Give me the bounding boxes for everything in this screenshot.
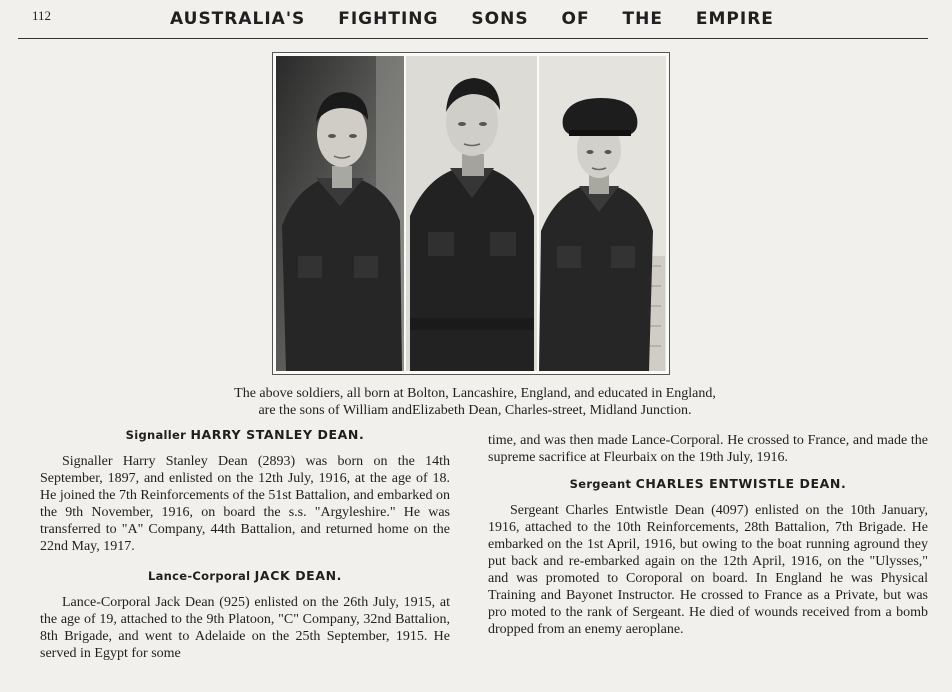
article-body-jack-continued: time, and was then made Lance-Corporal. He crossed to France, and made the supreme sacrifice at Fleurbaix on the 19th July, 1916. [488, 433, 928, 465]
heading-rank: Lance-Corporal [147, 569, 251, 583]
article-heading-harry [40, 426, 450, 444]
running-head-word: AUSTRALIA'S [170, 9, 306, 29]
heading-name: CHARLES ENTWISTLE DEAN. [635, 476, 847, 491]
heading-name: HARRY STANLEY DEAN. [190, 427, 365, 442]
running-head-word: FIGHTING [338, 9, 439, 29]
article-heading-charles [488, 475, 928, 493]
right-column [488, 432, 928, 638]
heading-name: JACK DEAN. [254, 568, 343, 583]
article-body-charles: Sergeant Charles Entwistle Dean (4097) enlisted on the 10th January, 1916, attached to the 10th Reinforcements, 28th Battalion, 7th Brigade. He embarked on the 1st April, 1916, but owing to the boat running aground they put back and re-embarked again on the 12th April, 1916, on the "Ulysses," and was promoted to Coroporal on board. In England he was Physical Training and Bayonet Instructor. He crossed to France as a Private, but was pro moted to the rank of Sergeant. He died of wounds received from a bomb dropped from an enemy aeroplane. [488, 503, 928, 637]
left-column [40, 426, 450, 662]
running-head-word: OF [561, 9, 590, 29]
portrait-photo-right [539, 56, 666, 371]
running-head-word: THE [622, 9, 663, 29]
portrait-photo-group [272, 52, 670, 375]
running-head-word: SONS [471, 9, 529, 29]
header-rule [18, 38, 928, 39]
heading-rank: Signaller [125, 428, 187, 442]
caption-line: The above soldiers, all born at Bolton, Lancashire, England, and educated in England, [234, 386, 716, 401]
running-head [170, 9, 774, 29]
photo-caption [100, 385, 850, 419]
article-heading-jack [40, 567, 450, 585]
page-number: 112 [32, 8, 52, 23]
portrait-photo-left [276, 56, 404, 371]
caption-line: are the sons of William andElizabeth Dean, Charles-street, Midland Junction. [258, 403, 692, 418]
portrait-photo-center [406, 56, 537, 371]
article-body-jack: Lance-Corporal Jack Dean (925) enlisted on the 26th July, 1915, at the age of 19, attached to the 9th Platoon, "C" Company, 32nd Battalion, 8th Brigade, and went to Adelaide on the 25th September, 1915. He served in Egypt for some [40, 595, 450, 661]
running-head-word: EMPIRE [695, 9, 774, 29]
article-body-harry: Signaller Harry Stanley Dean (2893) was born on the 14th September, 1897, and enlisted on the 12th July, 1916, at the age of 18. He joined the 7th Reinforcements of the 51st Battalion, and embarked on the 9th November, 1916, on board the s.s. "Argyleshire." He was transferred to "A" Company, 44th Battalion, and returned home on the 22nd May, 1917. [40, 454, 450, 554]
heading-rank: Sergeant [569, 477, 632, 491]
